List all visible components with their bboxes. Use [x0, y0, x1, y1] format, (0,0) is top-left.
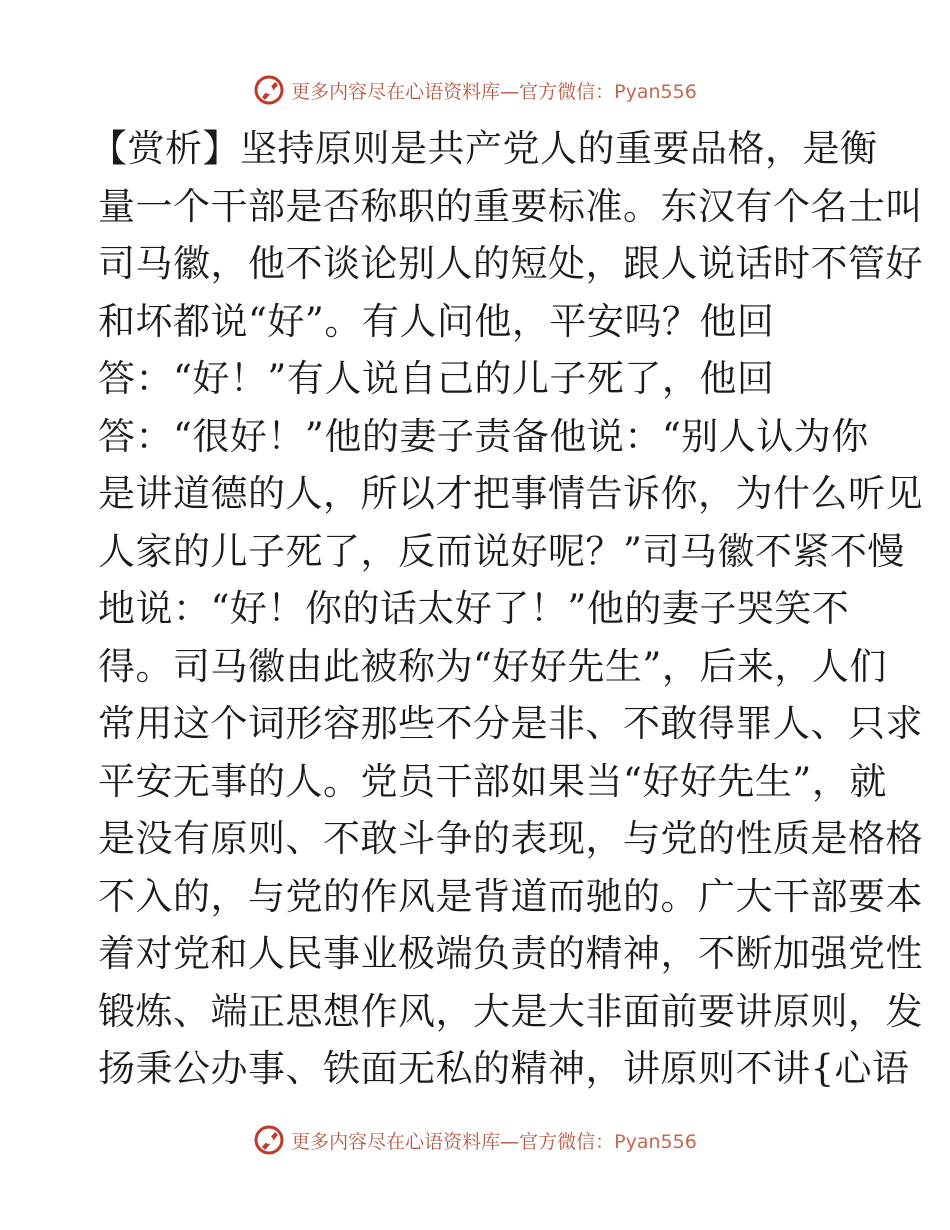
body-line: 不入的，与党的作风是背道而驰的。广大干部要本	[98, 874, 923, 918]
body-line: 地说：“好！你的话太好了！”他的妻子哭笑不	[98, 587, 850, 630]
footer-banner-handle: Pyan556	[614, 1130, 697, 1153]
body-line: 和坏都说“好”。有人问他，平安吗？他回	[98, 299, 775, 343]
article-body	[90, 120, 923, 1098]
footer-banner-message: 更多内容尽在心语资料库—官方微信：	[291, 1130, 615, 1153]
body-line: 平安无事的人。党员干部如果当“好好先生”，就	[98, 759, 887, 803]
body-line: 答：“好！”有人说自己的儿子死了，他回	[98, 357, 775, 400]
body-line: 常用这个词形容那些不分是非、不敢得罪人、只求	[98, 702, 923, 745]
footer-banner	[0, 1120, 950, 1160]
body-line: 量一个干部是否称职的重要标准。东汉有个名士叫	[98, 184, 923, 228]
body-line: 【赏析】坚持原则是共产党人的重要品格，是衡	[90, 127, 878, 170]
body-line: 人家的儿子死了，反而说好呢？”司马徽不紧不慢	[98, 529, 905, 573]
brand-logo-icon	[253, 74, 285, 106]
body-line: 司马徽，他不谈论别人的短处，跟人说话时不管好	[98, 242, 923, 285]
body-line: 是讲道德的人，所以才把事情告诉你，为什么听见	[98, 472, 923, 515]
header-banner-text	[291, 77, 697, 104]
body-line: 锻炼、端正思想作风，大是大非面前要讲原则，发	[98, 989, 923, 1033]
header-banner-message: 更多内容尽在心语资料库—官方微信：	[291, 80, 615, 103]
brand-logo-icon	[253, 1124, 285, 1156]
body-line: 是没有原则、不敢斗争的表现，与党的性质是格格	[98, 817, 923, 860]
body-line: 着对党和人民事业极端负责的精神，不断加强党性	[98, 932, 923, 975]
body-line: 得。司马徽由此被称为“好好先生”，后来，人们	[98, 644, 887, 688]
header-banner	[0, 70, 950, 110]
body-line: 扬秉公办事、铁面无私的精神，讲原则不讲{心语	[98, 1047, 910, 1090]
header-banner-handle: Pyan556	[614, 80, 697, 103]
body-line: 答：“很好！”他的妻子责备他说：“别人认为你	[98, 414, 869, 458]
footer-banner-text	[291, 1127, 697, 1154]
